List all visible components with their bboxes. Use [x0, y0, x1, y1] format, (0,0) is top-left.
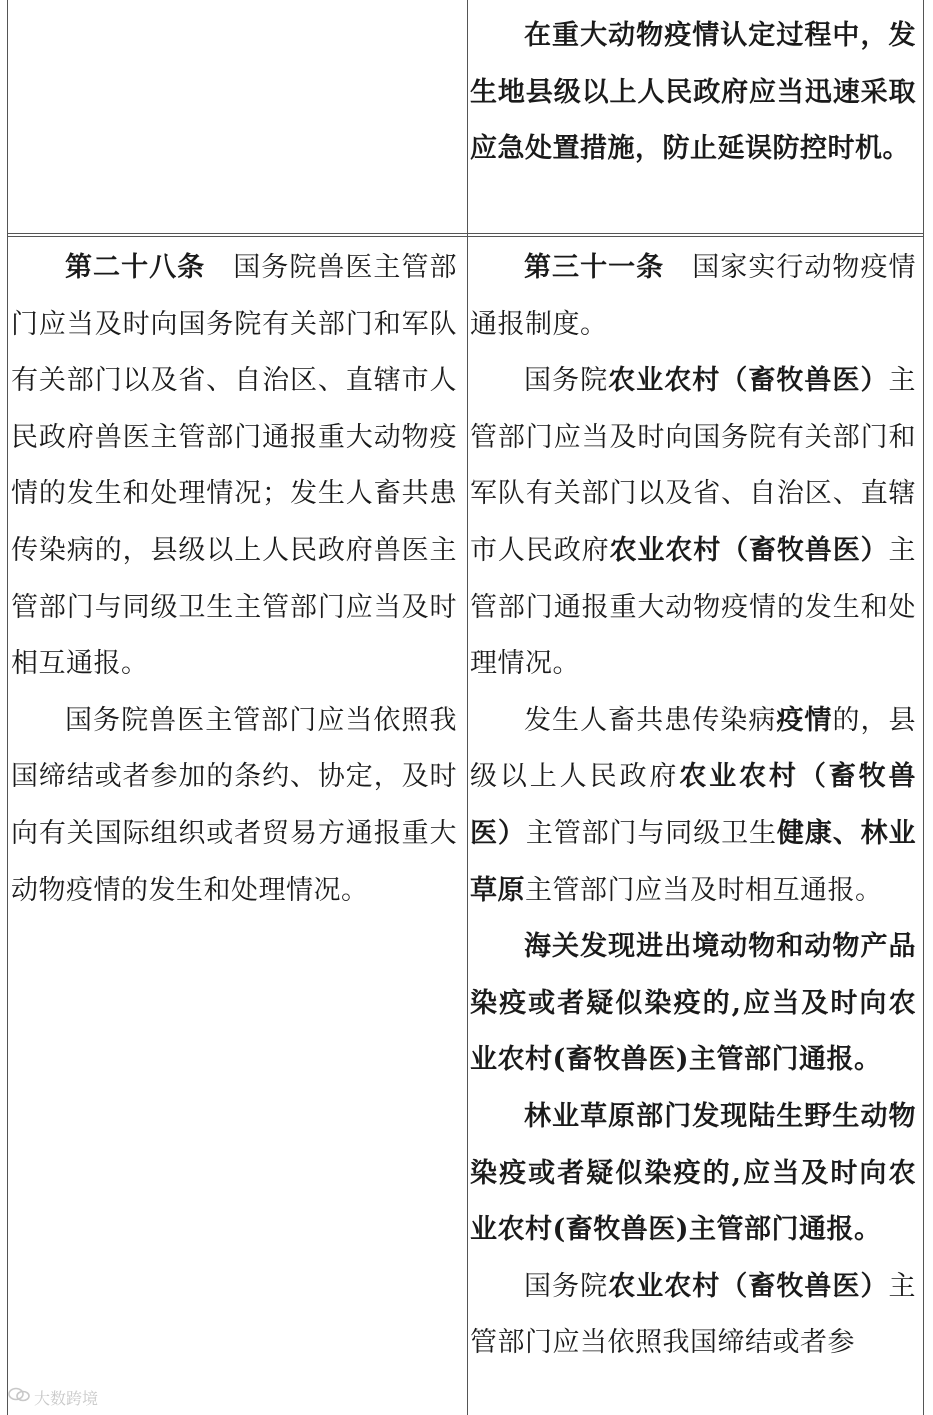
watermark: [8, 1386, 98, 1409]
article-31-paragraph-4: 海关发现进出境动物和动物产品染疫或者疑似染疫的,应当及时向农业农村(畜牧兽医)主管部门通报。: [470, 931, 916, 1076]
p3-seg-b: 疫情: [776, 704, 833, 736]
row-divider-top: [8, 233, 923, 234]
speech-bubble-icon: [8, 1387, 30, 1408]
p3-seg-g: 主管部门应当及时相互通报。: [525, 874, 883, 906]
article-31-text-1: 国家实行动物疫情通报制度。: [470, 252, 917, 340]
article-28-paragraph-1: [11, 240, 457, 693]
p3-seg-c: 的，县级以上人民政府: [470, 704, 917, 793]
p3-seg-a: 发生人畜共患传染病: [524, 704, 777, 736]
p2-seg-b: 农业农村（畜牧兽医）: [608, 365, 889, 397]
article-31-paragraph-6: [470, 1259, 916, 1372]
row2-right-cell: [470, 240, 916, 1372]
p3-seg-f: 健康、林业草原: [470, 817, 917, 906]
article-31-paragraph-3: [470, 693, 916, 919]
p2-seg-c: 主管部门应当及时向国务院有关部门和军队有关部门以及省、自治区、直辖市人民政府: [470, 365, 917, 566]
article-28-label: 第二十八条: [65, 252, 206, 283]
article-31-paragraph-1: [470, 240, 916, 353]
article-31-label: 第三十一条: [524, 252, 665, 283]
p3-seg-e: 主管部门与同级卫生: [525, 817, 777, 849]
p6-seg-a: 国务院: [524, 1270, 609, 1302]
p6-seg-c: 主管部门应当依照我国缔结或者参: [470, 1270, 917, 1359]
article-28-text-1: 国务院兽医主管部门应当及时向国务院有关部门和军队有关部门以及省、自治区、直辖市人民政府兽医主管部门通报重大动物疫情的发生和处理情况；发生人畜共患传染病的，县级以上人民政府兽医主管部门与同级卫生主管部门应当及时相互通报。: [11, 252, 458, 680]
p2-seg-d: 农业农村（畜牧兽医）: [609, 534, 889, 566]
article-31-paragraph-5: 林业草原部门发现陆生野生动物染疫或者疑似染疫的,应当及时向农业农村(畜牧兽医)主管部门通报。: [470, 1100, 916, 1246]
watermark-text: 大数跨境: [34, 1389, 99, 1408]
p2-seg-a: 国务院: [524, 365, 609, 397]
article-31-paragraph-2: [470, 353, 916, 693]
row1-right-cell: [470, 8, 916, 178]
article-28-paragraph-2: 国务院兽医主管部门应当依照我国缔结或者参加的条约、协定，及时向有关国际组织或者贸易方通报重大动物疫情的发生和处理情况。: [11, 704, 457, 906]
p2-seg-e: 主管部门通报重大动物疫情的发生和处理情况。: [470, 534, 916, 680]
p6-seg-b: 农业农村（畜牧兽医）: [608, 1270, 889, 1302]
p3-seg-d: 农业农村（畜牧兽医）: [470, 761, 916, 849]
row-divider-bottom: [8, 236, 923, 237]
row2-left-cell: [11, 240, 457, 919]
row1-right-paragraph: 在重大动物疫情认定过程中，发生地县级以上人民政府应当迅速采取应急处置措施，防止延误防控时机。: [470, 20, 916, 165]
column-divider: [467, 0, 468, 1415]
